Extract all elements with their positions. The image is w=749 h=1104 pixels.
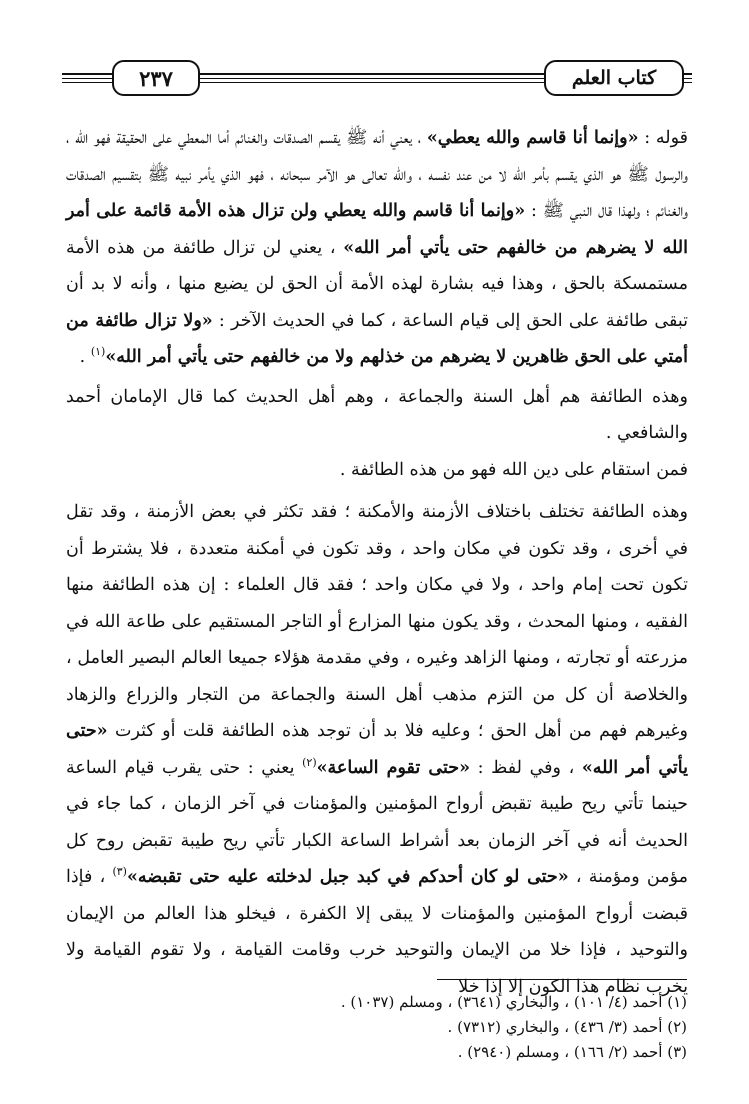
chapter-title: كتاب العلم bbox=[544, 60, 684, 96]
text-run: ، يعني لن تزال طائفة من هذه الأمة مستمسكة بالحق ، وهذا فيه بشارة لهذه الأمة أن الحق لن يضيع منها ، وأنه لا بد أن تبقى طائفة على الحق إلى قيام الساعة ، كما في الحديث الآخر : bbox=[66, 237, 689, 331]
paragraph-3: فمن استقام على دين الله فهو من هذه الطائفة . bbox=[339, 459, 688, 480]
hadith-quote: «حتى لو كان أحدكم في كبد جبل لدخلته عليه حتى تقبضه» bbox=[126, 867, 569, 887]
text-run: يعني : حتى يقرب قيام الساعة حينما تأتي ريح طيبة تقبض أرواح المؤمنين والمؤمنات في آخر الزمان ، كما جاء في الحديث أنه في آخر الزمان بعد أشراط الساعة الكبار تأتي ريح طيبة تقبض روح كل مؤمن ومؤمنة ، bbox=[66, 757, 688, 887]
hadith-quote: «وإنما أنا قاسم والله يعطي» bbox=[426, 128, 639, 148]
main-text bbox=[66, 120, 688, 1005]
footnote-ref[interactable]: (٣) bbox=[112, 865, 127, 879]
footnote-divider bbox=[437, 979, 687, 980]
text-run: ، وفي لفظ : bbox=[470, 757, 582, 778]
footnote-3: (٣) أحمد (٢/ ١٦٦) ، ومسلم (٢٩٤٠) . bbox=[457, 1043, 687, 1061]
footnotes bbox=[67, 990, 687, 1065]
paragraph-4 bbox=[66, 494, 688, 1005]
page-number: ٢٣٧ bbox=[112, 60, 200, 96]
page-header bbox=[62, 58, 692, 100]
hadith-quote: «حتى يأتي أمر الله» bbox=[66, 721, 689, 778]
hadith-quote: «ولا تزال طائفة من أمتي على الحق ظاهرين لا يضرهم من خذلهم ولا من خالفهم حتى يأتي أمر الله» bbox=[66, 310, 688, 367]
text-run: ، فإذا قبضت أرواح المؤمنين والمؤمنات لا يبقى إلا الكفرة ، فيخلو هذا العالم من الإيمان والتوحيد ، فإذا خلا من الإيمان والتوحيد خرب وقامت القيامة ، ولا تقوم القيامة ولا يخرب نظام هذا الكون إلا إذا خلا bbox=[66, 867, 688, 997]
hadith-quote: «حتى تقوم الساعة» bbox=[316, 757, 471, 778]
text-run: . bbox=[79, 347, 91, 367]
paragraph-2: وهذه الطائفة هم أهل السنة والجماعة ، وهم أهل الحديث كما قال الإمامان أحمد والشافعي . bbox=[66, 386, 688, 443]
footnote-ref[interactable]: (١) bbox=[90, 345, 106, 359]
text-run: وهذه الطائفة تختلف باختلاف الأزمنة والأمكنة ؛ فقد تكثر في بعض الأزمنة ، وقد تقل في أخرى ، وقد تكون في مكان واحد ، وقد تكون في أمكنة متعددة ، فلا يشترط أن تكون تحت إمام واحد ، ولا في مكان واحد ؛ فقد قال العلماء : إن هذه الطائفة منها الفقيه ، ومنها المحدث ، وقد يكون منها المزارع أو التاجر المستقيم على طاعة الله في مزرعته أو تجارته ، ومنها الزاهد وغيره ، وفي مقدمة هؤلاء جميعا العالم البصير العامل ، والخلاصة أن كل من التزم مذهب أهل السنة والجماعة من التجار والزراع والزهاد وغيرهم فهم من أهل الحق ؛ وعليه فلا بد أن توجد هذه الطائفة قلت أو كثرت bbox=[66, 502, 688, 741]
text-run: ، يعني أنه ﷺ يقسم الصدقات والغنائم أما المعطي على الحقيقة فهو الله ، والرسول ﷺ هو الذي يقسم بأمر الله لا من عند نفسه ، والله تعالى هو الآمر سبحانه ، فهو الذي يأمر نبيه ﷺ بتقسيم الصدقات والغنائم ؛ ولهذا قال النبي ﷺ : bbox=[66, 128, 688, 221]
hadith-quote: «وإنما أنا قاسم والله يعطي ولن تزال هذه الأمة قائمة على أمر الله لا يضرهم من خالفهم حتى يأتي أمر الله» bbox=[66, 201, 688, 258]
footnote-2: (٢) أحمد (٣/ ٤٣٦) ، والبخاري (٧٣١٢) . bbox=[447, 1018, 687, 1036]
paragraph-1 bbox=[66, 120, 688, 376]
footnote-1: (١) أحمد (٤/ ١٠١) ، والبخاري (٣٦٤١) ، ومسلم (١٠٣٧) . bbox=[340, 993, 687, 1011]
footnote-ref[interactable]: (٢) bbox=[302, 755, 317, 769]
text-run: قوله : bbox=[638, 128, 688, 148]
